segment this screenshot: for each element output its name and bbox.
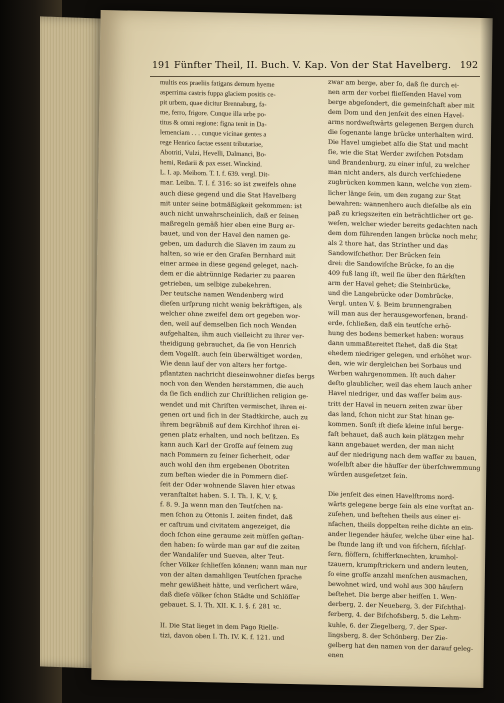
text-line: er caſtrum und civitatem angezeiget, die — [160, 521, 291, 532]
text-line: wendet und mit Chriſten vermischet, ihren ei- — [160, 400, 307, 411]
page-number-right: 192 — [459, 60, 478, 71]
text-line: auf der niedrigung nach dem waſſer zu bauen, — [328, 450, 477, 462]
text-line: weſen, welcher wieder bereits gedachten nach — [328, 219, 478, 231]
text-line: geben, um dadurch die Slaven im zaum zu — [160, 240, 296, 250]
text-line: will man aus der herausgeworfenen, brand- — [328, 309, 468, 321]
text-line: tzauern, krumpſtrickern und andern leuten, — [328, 561, 469, 573]
text-line: kann angebauet werden, der man nicht — [328, 440, 455, 452]
right-shadow — [480, 0, 504, 703]
text-line: zum beſten wieder die in Pommern dieſ- — [160, 471, 289, 481]
text-line: beſtehet. Die berge aber heiſſen 1. Wen- — [328, 591, 457, 602]
text-line: multis eos praeliis fatigans demum hyeme — [160, 79, 275, 89]
text-line: faſt behauet, daß auch kein plätzgen mehr — [328, 430, 465, 442]
text-line: tizi, davon oben I. Th. IV. K. f. 121. und — [160, 631, 285, 642]
text-line: der Wandaliſer und Sueven, alter Teut- — [160, 551, 285, 562]
text-line: dem Dom und den jenſeit des einen Havel- — [328, 108, 465, 120]
text-line: II. Die Stat lieget in dem Pago Rielle- — [160, 621, 279, 632]
text-line: zuſehen, und beſtehen theils aus einer ei- — [328, 510, 461, 522]
text-line: f. 8. 9. Ja wenn man den Teutſchen na- — [160, 501, 283, 511]
text-line: ſeit der Oder wohnende Slaven hier etwas — [160, 481, 295, 491]
text-line: drei: die Sandowiſche Brücke, ſo an die — [328, 259, 455, 271]
text-line: gebauet. S. I. Th. XII. K. I. §. f. 281 ꝛc. — [160, 601, 282, 612]
text-line: ferberg, 4. der Biſchofsberg, 5. die Lehm- — [328, 611, 462, 623]
text-line: bauet, und von der Havel den namen ge- — [160, 229, 291, 240]
text-line: arms nordweſtwärts gelegenen Bergen durch — [328, 119, 474, 131]
text-line: zwar am berge, aber ſo, daß ſie durch ei- — [328, 78, 459, 90]
text-line: ſcher Völker ſchlieſſen können; wann man nur — [160, 561, 307, 572]
text-line: mit unter seine botmäßigkeit gekommen: ist — [160, 199, 303, 210]
page-number-left: 191 — [152, 60, 171, 71]
text-line: ander liegender häuſer, welche über eine hal- — [328, 530, 474, 543]
text-line: mar. Leibn. T. I. f. 316: so ist zweifels ohne — [160, 179, 297, 190]
text-line: halten, so wie er den Grafen Bernhard mit — [160, 250, 296, 260]
text-line: Abotriti, Vulzi, Hevelli, Dalmanci, Bo- — [160, 149, 267, 159]
text-line: ihrem begräbniß auf dem Kirchhof ihren ei- — [160, 420, 300, 431]
text-line: das land, ſchon nicht zur Stat hinan ge- — [328, 410, 455, 421]
text-line: doch ſchon eine geraume zeit müſſen geſtan- — [160, 531, 304, 542]
text-line: wärts gelegene berge ſein als eine vorſtat an- — [328, 500, 474, 512]
text-line: Werben wahrgenommen. Iſt auch daher — [328, 370, 456, 381]
text-line: licher länge ſein, um den zugang zur Stat — [328, 189, 461, 201]
text-line: Die Havel umgiebet alſo die Stat und macht — [328, 139, 469, 151]
text-line: kommen. Sonſt iſt dieſe kleine inſul berge- — [328, 420, 464, 432]
text-line: auch wohl den ihm ergebenen Obotriten — [160, 461, 290, 471]
text-line: gelberg hat den namen von der darauf geleg- — [328, 641, 474, 653]
left-text-column — [160, 78, 326, 671]
text-line: hung des bodens bemerket haben: woraus — [328, 330, 464, 341]
text-line: derberg, 2. der Neueberg, 3. der Fiſchthal- — [328, 601, 466, 613]
text-line: mehr gewißheit hätte, und verſichert wäre, — [160, 581, 299, 592]
text-line: daß dieſe völker ſchon Städte und Schlöſſer — [160, 591, 300, 602]
text-line: dem er die abtrünnige Redarier zu paaren — [160, 270, 296, 280]
text-line: kuhle, 6. der Ziegelberg, 7. der Sper- — [328, 621, 448, 632]
text-line: Vergl. unten V. §. Beim brunnengraben — [328, 299, 452, 311]
text-line: lingsberg, 8. der Schönberg. Der Zie- — [328, 631, 448, 642]
text-line: ſern, flöſſern, ſchifferknechten, krumhol- — [328, 551, 459, 562]
text-line: asperrima castris fuppa glaciem positis ce- — [160, 89, 276, 99]
text-line: erde, ſchließen, daß ein teutſche erhö- — [328, 319, 452, 331]
text-line: welcher ohne zweifel dem ort gegeben wor- — [160, 310, 301, 321]
text-line: den, wie wir dergleichen bei Sorbaus und — [328, 360, 462, 371]
text-line: veranſtaltet haben. S. I. Th. I. K. V. §. — [160, 491, 278, 501]
text-line: den, weil auf demselben ſich noch Wenden — [160, 320, 297, 331]
text-line: berge abgeſondert, die gemeinſchaft aber mit — [328, 98, 475, 111]
text-line: genen ort und ſich in der Stadtkirche, auch zu — [160, 410, 308, 421]
text-line: dann ummaßtereitet ſtehet, daß die Stat — [328, 340, 458, 351]
text-line: pflantzten nachricht dieseinwohner dieſes bergs — [160, 370, 315, 381]
text-line: maßregeln gemäß hier eben eine Burg er- — [160, 219, 295, 230]
text-line: nfachen, theils doppelten reihe dichte an ein- — [328, 520, 474, 532]
text-line: deſto glaublicher, weil das ehem lauch anher — [328, 380, 472, 392]
text-line: und Brandenburg, zu einer inſul, zu welcher — [328, 159, 470, 171]
text-line: rege Henrico factae essent tributariae, — [160, 139, 263, 149]
text-line: woſelbſt aber die häuſſer der überſchwemmung — [328, 460, 481, 472]
text-line: ſie, wie die Stat Werder zwiſchen Potsdam — [328, 149, 464, 160]
text-line: die ſogenante lange brücke unterhalten wird. — [328, 129, 474, 141]
text-line: den haben: ſo würde man gar auf die zeiten — [160, 541, 300, 552]
right-text-column — [328, 78, 483, 672]
text-line: lemenciam . . . cunque vicinae gentes a — [160, 129, 267, 139]
text-line: titus & omni regione: figna tenit in Da- — [160, 119, 267, 129]
text-line: Wie denn lauf der von alters her fortge- — [160, 360, 287, 371]
text-line: auch diese gegend und die Stat Havelberg — [160, 189, 297, 200]
text-line: Die jenſeit des einen Havelſtroms nord- — [328, 490, 455, 502]
text-line: Der teutsche namen Wendenberg wird — [160, 290, 284, 300]
text-line: hemi, Redarii & pax esset. Winckind. — [160, 159, 262, 169]
text-line: genen platz erhalten, und noch beſitzen. Es — [160, 430, 300, 441]
text-line: be ſtunde lang iſt und von fiſchern, fiſchlaſ- — [328, 540, 467, 552]
text-line: aufgehalten, ihm auch vielleicht zu ihrer ver- — [160, 330, 305, 341]
text-line: bewahren: wannenhero auch dieſelbe als ein — [328, 199, 472, 211]
page-header — [110, 60, 482, 76]
text-line: Sandowiſchethor. Der Brücken ſein — [328, 249, 441, 260]
text-line: dieſen urſprung nicht wenig bekräftigen, als — [160, 300, 302, 311]
text-line: dem dom führenden langen brücke noch mehr, — [328, 229, 478, 241]
text-line: kann auch Karl der Groſſe auf ſeinem zug — [160, 440, 293, 451]
text-line: ehedem niedriger gelegen, und erhöhet wor- — [328, 350, 472, 362]
text-line: als 2 thore hat, das Strinther und das — [328, 239, 448, 250]
header-rule — [150, 76, 480, 77]
text-line: Havel niedriger, und das waſſer beim aus- — [328, 390, 463, 402]
text-line: einer armee in diese gegend geleget, nach- — [160, 260, 299, 271]
text-line: zugbrücken kommen kann, welche von ziem- — [328, 179, 472, 191]
text-line: da ſie ſich endlich zur Chriſtlichen religion ge- — [160, 390, 309, 401]
text-line: auch nicht unwahrscheinlich, daß er ſeinen — [160, 209, 299, 220]
text-line: würden ausgeſetzet ſein. — [328, 470, 408, 480]
text-line: ſo eine groſſe anzahl menſchen ausmachen, — [328, 571, 468, 583]
text-line: me, ferro, frigore. Cunque illa urbe po- — [160, 109, 267, 119]
text-line: arm der Havel gehet; die Steinbrücke, — [328, 279, 451, 291]
text-line: nen arm der vorbei flieſſenden Havel vom — [328, 88, 462, 100]
running-title: Fünfter Theil, II. Buch. V. Kap. Von der Stat Havelberg. — [174, 60, 452, 71]
text-line: L. I. ap. Meibom. T. I. f. 639. vergl. Dit- — [160, 169, 270, 179]
text-line: men ſchon zu Ottonis I. zeiten findet, daß — [160, 511, 293, 522]
text-line: bewohnet wird, und wohl aus 300 häuſern — [328, 581, 464, 592]
text-line: noch von den Wenden herstammen, die auch — [160, 380, 304, 391]
text-line: dem Vogelſt. auch ſein überwältiget worden. — [160, 350, 303, 361]
text-line: 409 fuß lang iſt, weil ſie über den ſtärkſten — [328, 269, 466, 281]
text-line: pit urbem, quae dicitur Brennaburg, fa- — [160, 99, 267, 109]
text-line: von der alten damahligen Teutſchen ſprache — [160, 571, 302, 582]
text-line: getrieben, um selbige zubekehren. — [160, 280, 272, 290]
text-line: theidigung gebrauchet, da ſie von Henrich — [160, 340, 297, 351]
text-line: enen — [328, 651, 344, 659]
text-line: man nicht anders, als durch verſchiedene — [328, 169, 461, 180]
text-line: paß zu kriegszeiten ein beträchtlicher ort ge- — [328, 209, 474, 221]
text-line: nach Pommern zu ſeiner ſicherheit, oder — [160, 450, 290, 461]
text-line: und die Langebrücke oder Dombrücke. — [328, 289, 454, 301]
text-line: tritt der Havel in neuern zeiten zwar über — [328, 400, 463, 412]
